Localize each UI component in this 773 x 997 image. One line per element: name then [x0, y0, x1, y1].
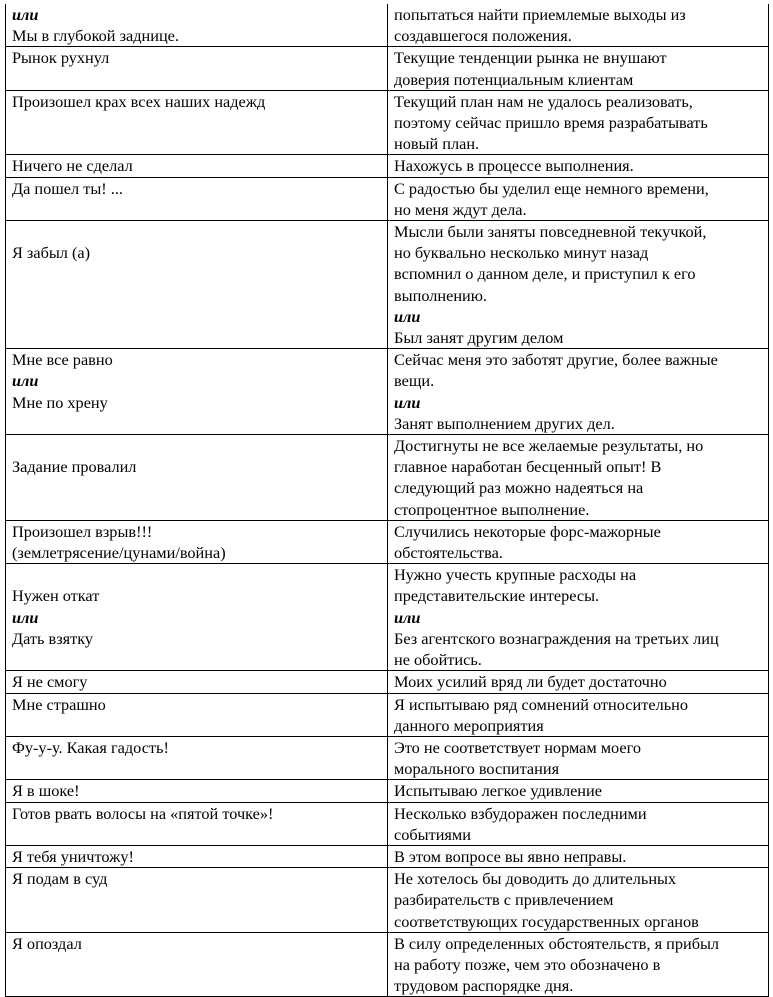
text-line: попытаться найти приемлемые выходы из [394, 5, 686, 24]
polite-phrase-cell [388, 845, 769, 867]
table-row [6, 780, 769, 802]
text-line: Текущие тенденции рынка не внушают [394, 48, 667, 68]
text-line: но меня ждут дела. [394, 199, 527, 219]
original-phrase-cell [6, 349, 388, 435]
polite-phrase-cell [388, 564, 769, 671]
text-line: Мы в глубокой заднице. [12, 26, 179, 46]
polite-phrase-cell [388, 520, 769, 563]
text-line: следующий раз можно надеяться на [394, 478, 644, 498]
polite-phrase-cell [388, 802, 769, 845]
original-phrase-cell [6, 671, 388, 693]
text-line: Достигнуты не все желаемые результаты, но [394, 436, 704, 456]
text-line: трудовом распорядке дня. [394, 976, 574, 996]
original-phrase-cell [6, 845, 388, 867]
original-phrase-cell [6, 693, 388, 736]
text-line: Произошел взрыв!!! [12, 521, 153, 541]
text-line: представительские интересы. [394, 586, 600, 606]
table-row [6, 177, 769, 220]
original-phrase-cell [6, 520, 388, 563]
text-line: соответствующих государственных органов [394, 911, 699, 931]
original-phrase-cell [6, 177, 388, 220]
text-line: Текущий план нам не удалось реализовать, [394, 91, 693, 111]
text-line: Случились некоторые форс-мажорные [394, 521, 661, 541]
text-line: Мне страшно [12, 694, 106, 714]
table-row [6, 520, 769, 563]
text-line: Моих усилий вряд ли будет достаточно [394, 672, 667, 692]
text-line: стопроцентное выполнение. [394, 499, 590, 519]
text-line: создавшегося положения. [394, 26, 572, 46]
table-row [6, 4, 769, 47]
polite-phrase-cell [388, 177, 769, 220]
text-line: Я тебя уничтожу! [12, 846, 134, 866]
or-separator: или [12, 5, 39, 24]
original-phrase-cell [6, 868, 388, 933]
table-row [6, 90, 769, 155]
text-line: Без агентского вознаграждения на третьих лиц [394, 628, 719, 648]
table-row [6, 932, 769, 997]
text-line: В силу определенных обстоятельств, я прибыл [394, 933, 720, 953]
text-line: Нужен откат [12, 586, 100, 606]
polite-phrase-cell [388, 780, 769, 802]
original-phrase-cell [6, 221, 388, 349]
text-line: Я подам в суд [12, 869, 108, 889]
text-line: Был занят другим делом [394, 328, 564, 348]
text-line: Я испытываю ряд сомнений относительно [394, 694, 688, 714]
table-row [6, 845, 769, 867]
polite-phrase-cell [388, 932, 769, 997]
polite-phrase-cell [388, 4, 769, 47]
text-line: обстоятельства. [394, 543, 503, 563]
or-separator: или [12, 607, 39, 627]
text-line: данного мероприятия [394, 715, 544, 735]
table-row [6, 802, 769, 845]
text-line: С радостью бы уделил еще немного времени, [394, 178, 709, 198]
text-line: Нахожусь в процессе выполнения. [394, 156, 634, 176]
original-phrase-cell [6, 435, 388, 521]
text-line: Фу-у-у. Какая гадость! [12, 737, 169, 757]
text-line: морального воспитания [394, 759, 560, 779]
table-row [6, 435, 769, 521]
text-line: не обойтись. [394, 650, 482, 670]
table-row [6, 693, 769, 736]
text-line: но буквально несколько минут назад [394, 243, 649, 263]
table-row [6, 155, 769, 177]
or-separator: или [394, 392, 421, 412]
text-line: Произошел крах всех наших надежд [12, 91, 266, 111]
original-phrase-cell [6, 802, 388, 845]
text-line: Я опоздал [12, 933, 82, 953]
text-line: Рынок рухнул [12, 48, 110, 68]
text-line: событиями [394, 824, 471, 844]
text-line: Сейчас меня это заботят другие, более важные [394, 350, 718, 370]
original-phrase-cell [6, 932, 388, 997]
table-row [6, 221, 769, 349]
text-line: Я не смогу [12, 672, 88, 692]
text-line: Мысли были заняты повседневной текучкой, [394, 222, 707, 242]
original-phrase-cell [6, 4, 388, 47]
original-phrase-cell [6, 90, 388, 155]
text-line: Дать взятку [12, 628, 94, 648]
original-phrase-cell [6, 736, 388, 779]
phrase-translation-table [5, 4, 769, 997]
table-row [6, 47, 769, 90]
text-line: Мне все равно [12, 350, 113, 370]
text-line: Не хотелось бы доводить до длительных [394, 869, 677, 889]
table-row [6, 736, 769, 779]
text-line: на работу позже, чем это обозначено в [394, 954, 661, 974]
original-phrase-cell [6, 780, 388, 802]
text-line: вспомнил о данном деле, и приступил к его [394, 264, 696, 284]
or-separator: или [12, 371, 39, 391]
polite-phrase-cell [388, 155, 769, 177]
table-row [6, 564, 769, 671]
polite-phrase-cell [388, 868, 769, 933]
text-line: Я в шоке! [12, 781, 80, 801]
polite-phrase-cell [388, 671, 769, 693]
text-line: доверия потенциальным клиентам [394, 69, 634, 89]
text-line: Занят выполнением других дел. [394, 413, 615, 433]
polite-phrase-cell [388, 736, 769, 779]
original-phrase-cell [6, 47, 388, 90]
polite-phrase-cell [388, 47, 769, 90]
original-phrase-cell [6, 564, 388, 671]
polite-phrase-cell [388, 693, 769, 736]
text-line: Я забыл (а) [12, 243, 91, 263]
table-row [6, 349, 769, 435]
text-line: Готов рвать волосы на «пятой точке»! [12, 803, 274, 823]
text-line: разбирательств с привлечением [394, 890, 614, 910]
text-line: поэтому сейчас пришло время разрабатывать [394, 113, 708, 133]
text-line: главное наработан бесценный опыт! В [394, 457, 662, 477]
text-line: вещи. [394, 371, 435, 391]
text-line: Задание провалил [12, 457, 137, 477]
text-line: новый план. [394, 134, 480, 154]
text-line: Несколько взбудоражен последними [394, 803, 647, 823]
polite-phrase-cell [388, 435, 769, 521]
or-separator: или [394, 306, 421, 326]
original-phrase-cell [6, 155, 388, 177]
text-line: Ничего не сделал [12, 156, 133, 176]
text-line: Мне по хрену [12, 392, 108, 412]
text-line: Нужно учесть крупные расходы на [394, 565, 637, 585]
polite-phrase-cell [388, 349, 769, 435]
text-line: В этом вопросе вы явно неправы. [394, 846, 627, 866]
table-row [6, 671, 769, 693]
polite-phrase-cell [388, 90, 769, 155]
text-line: Испытываю легкое удивление [394, 781, 602, 801]
polite-phrase-cell [388, 221, 769, 349]
or-separator: или [394, 607, 421, 627]
text-line: Это не соответствует нормам моего [394, 737, 642, 757]
text-line: выполнению. [394, 285, 487, 305]
text-line: (землетрясение/цунами/война) [12, 543, 226, 563]
table-row [6, 868, 769, 933]
text-line: Да пошел ты! ... [12, 178, 123, 198]
